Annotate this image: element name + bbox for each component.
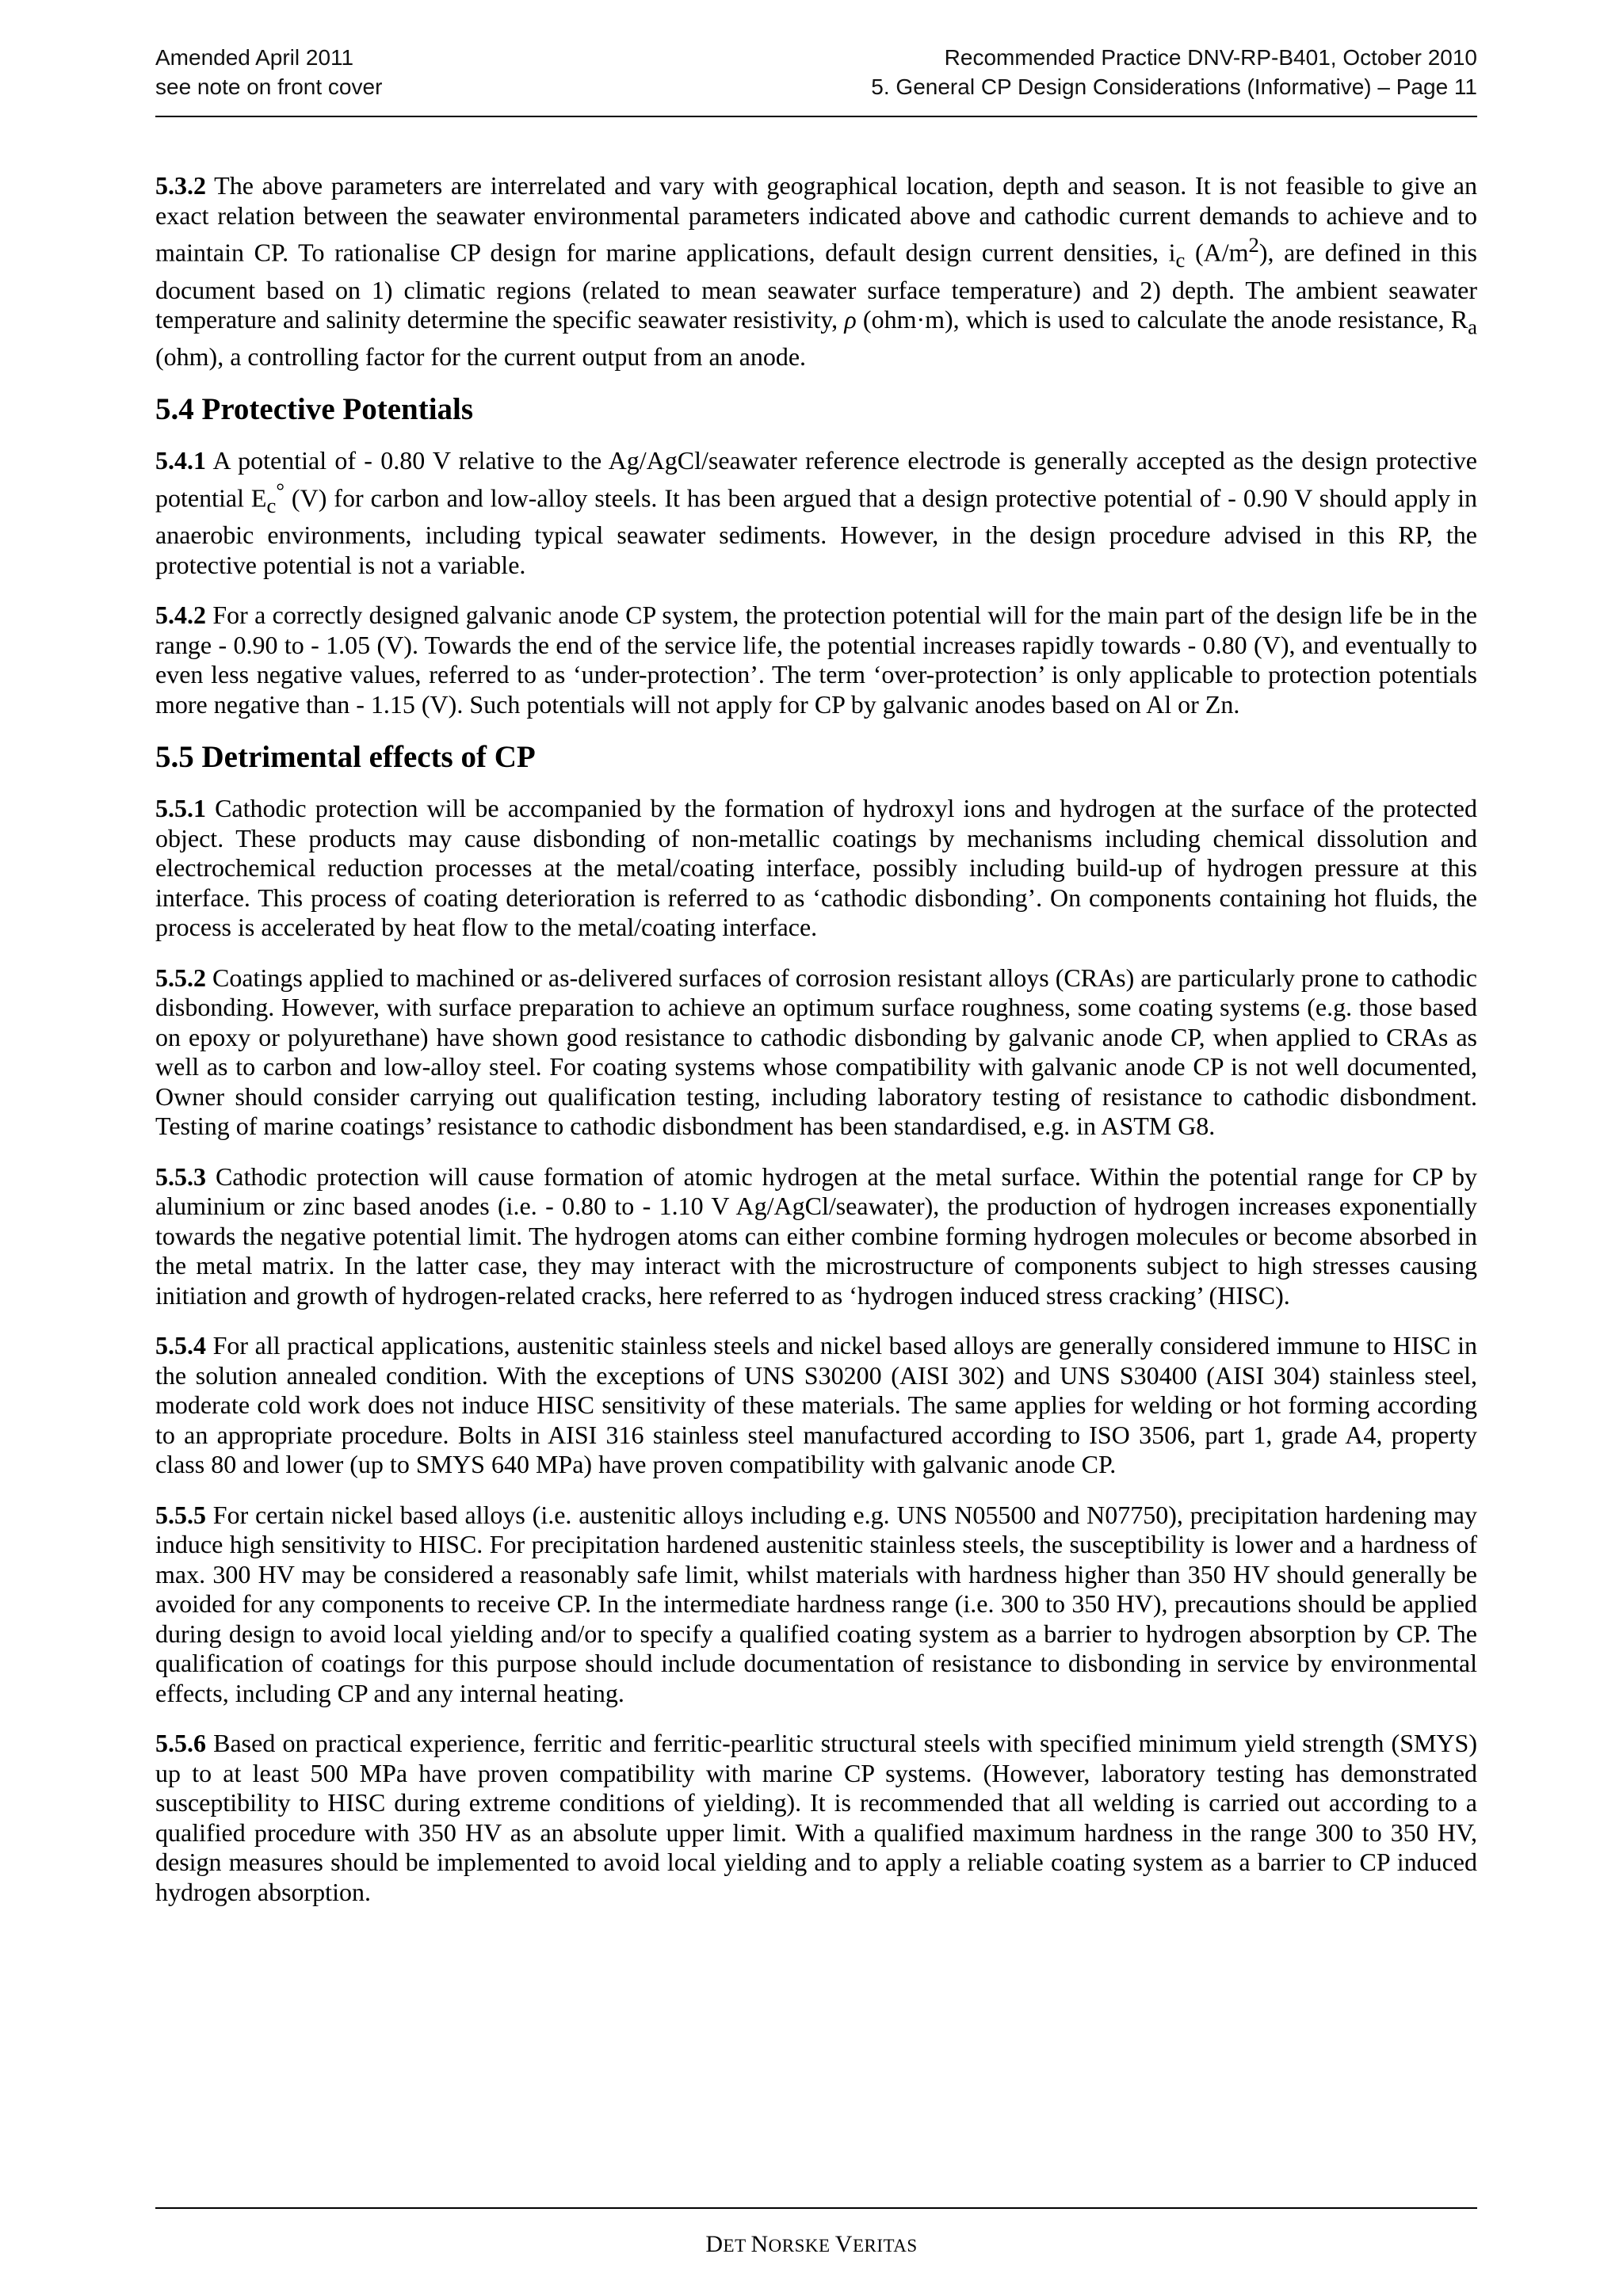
footer-smallcaps: ERITAS (852, 2236, 918, 2256)
clause-number: 5.4.1 (155, 446, 206, 475)
document-title: Recommended Practice DNV-RP-B401, October 2010 (944, 45, 1477, 70)
clause-number: 5.5.6 (155, 1729, 206, 1758)
subscript: a (1468, 315, 1478, 339)
text-run: ), are defined in this document based on 1) climatic regions (related to mean seawater surface temperature) and 2) depth. The ambient seawater temperature and salinity determine the specific seawater resistivity, (155, 238, 1478, 334)
clause-number: 5.5.5 (155, 1500, 206, 1529)
text-run: For all practical applications, austenitic stainless steels and nickel based alloys are generally considered immune to HISC in the solution annealed condition. With the exceptions of UNS S30200 (AISI 302) and UNS S30400 (AISI 304) stainless steel, moderate cold work does not induce HISC sensitivity of these materials. The same applies for welding or hot forming according to an appropriate procedure. Bolts in AISI 316 stainless steel manufactured according to ISO 3506, part 1, grade A4, property class 80 and lower (up to SMYS 640 MPa) have proven compatibility with galvanic anode CP. (155, 1331, 1477, 1479)
clause-number: 5.5.2 (155, 963, 206, 992)
paragraph-5-4-2 (155, 601, 1477, 719)
text-run: A potential of - 0.80 V relative to the Ag/AgCl/seawater reference electrode is generally accepted as the design protective potential E (155, 446, 1477, 513)
paragraph-5-5-5 (155, 1501, 1477, 1709)
section-page-label: 5. General CP Design Considerations (Informative) – Page 11 (871, 74, 1477, 99)
text-run: For certain nickel based alloys (i.e. austenitic alloys including e.g. UNS N05500 and N07750), precipitation hardening may induce high sensitivity to HISC. For precipitation hardened austenitic stainless steels, the susceptibility is lower and a hardness of max. 300 HV may be considered a reasonably safe limit, whilst materials with hardness higher than 350 HV should generally be avoided for any components to receive CP. In the intermediate hardness range (i.e. 300 to 350 HV), precautions should be applied during design to avoid local yielding and/or to specify a qualified coating system as a barrier to hydrogen absorption by CP. The qualification of coatings for this purpose should include documentation of resistance to disbonding in service by environmental effects, including CP and any internal heating. (155, 1500, 1477, 1707)
text-run: Coatings applied to machined or as-delivered surfaces of corrosion resistant alloys (CRAs) are particularly prone to cathodic disbonding. However, with surface preparation to achieve an optimum surface roughness, some coating systems (e.g. those based on epoxy or polyurethane) have shown good resistance to cathodic disbonding by galvanic anode CP, when applied to CRAs as well as to carbon and low-alloy steel. For coating systems whose compatibility with galvanic anode CP is not well documented, Owner should consider carrying out qualification testing, including laboratory testing of resistance to cathodic disbondment. Testing of marine coatings’ resistance to cathodic disbondment has been standardised, e.g. in ASTM G8. (155, 963, 1477, 1141)
footer-smallcaps: ORSKE (768, 2236, 835, 2256)
text-run: Cathodic protection will be accompanied by the formation of hydroxyl ions and hydrogen at the surface of the protected object. These products may cause disbonding of non-metallic coatings by mechanisms including chemical dissolution and electrochemical reduction processes at the metal/coating interface, possibly including build-up of hydrogen pressure at this interface. This process of coating deterioration is referred to as ‘cathodic disbonding’. On components containing hot fluids, the process is accelerated by heat flow to the metal/coating interface. (155, 794, 1477, 942)
running-header-left (155, 43, 382, 101)
text-run: (ohm·m), which is used to calculate the anode resistance, R (856, 305, 1468, 334)
clause-number: 5.4.2 (155, 601, 206, 630)
paragraph-5-5-6 (155, 1729, 1477, 1907)
amendment-date: Amended April 2011 (155, 45, 354, 70)
paragraph-5-5-2 (155, 963, 1477, 1142)
footer-initial: V (834, 2231, 853, 2257)
body-content (155, 171, 1477, 1928)
superscript: 2 (1248, 233, 1259, 257)
footer-smallcaps: ET (723, 2236, 751, 2256)
text-run: For a correctly designed galvanic anode CP system, the protection potential will for the main part of the design life be in the range - 0.90 to - 1.05 (V). Towards the end of the service life, the potential increases rapidly towards - 0.80 (V), and eventually to even less negative values, referred to as ‘under-protection’. The term ‘over-protection’ is only applicable to protection potentials more negative than - 1.15 (V). Such potentials will not apply for CP by galvanic anodes based on Al or Zn. (155, 601, 1477, 719)
section-heading-5-5: 5.5 Detrimental effects of CP (155, 740, 536, 775)
footer-initial: D (705, 2231, 724, 2257)
paragraph-5-5-4 (155, 1331, 1477, 1480)
rho-symbol: ρ (844, 305, 857, 334)
paragraph-5-3-2 (155, 171, 1477, 372)
superscript: ° (276, 478, 285, 502)
paragraph-5-4-1 (155, 446, 1477, 580)
running-header-right (871, 43, 1477, 101)
footer-publisher (0, 2231, 1623, 2258)
header-rule (155, 116, 1477, 117)
text-run: Cathodic protection will cause formation of atomic hydrogen at the metal surface. Within the potential range for CP by aluminium or zinc based anodes (i.e. - 0.80 to - 1.10 V Ag/AgCl/seawater), the production of hydrogen increases exponentially towards the negative potential limit. The hydrogen atoms can either combine forming hydrogen molecules or become absorbed in the metal matrix. In the latter case, they may interact with the microstructure of components subject to high stresses causing initiation and growth of hydrogen-related cracks, here referred to as ‘hydrogen induced stress cracking’ (HISC). (155, 1161, 1477, 1310)
clause-number: 5.5.4 (155, 1331, 206, 1360)
section-heading-5-4: 5.4 Protective Potentials (155, 392, 474, 427)
text-run: (ohm), a controlling factor for the current output from an anode. (155, 341, 807, 371)
clause-number: 5.5.1 (155, 794, 206, 823)
footer-initial: N (750, 2231, 769, 2257)
paragraph-5-5-3 (155, 1162, 1477, 1311)
clause-number: 5.5.3 (155, 1161, 206, 1191)
paragraph-5-5-1 (155, 794, 1477, 943)
text-run: (A/m (1185, 238, 1249, 267)
footer-rule (155, 2207, 1477, 2209)
text-run: The above parameters are interrelated and vary with geographical location, depth and season. It is not feasible to give an exact relation between the seawater environmental parameters indicated above and cathodic current demands to achieve and to maintain CP. To rationalise CP design for marine applications, default design current densities, i (155, 171, 1478, 267)
text-run: Based on practical experience, ferritic and ferritic-pearlitic structural steels with specified minimum yield strength (SMYS) up to at least 500 MPa have proven compatibility with marine CP systems. (However, laboratory testing has demonstrated susceptibility to HISC during extreme conditions of yielding). It is recommended that all welding is carried out according to a qualified procedure with 350 HV as an absolute upper limit. With a qualified maximum hardness in the range 300 to 350 HV, design measures should be implemented to avoid local yielding and to apply a reliable coating system as a barrier to CP induced hydrogen absorption. (155, 1729, 1477, 1906)
subscript: c (266, 493, 277, 517)
subscript: c (1175, 248, 1186, 273)
amendment-note: see note on front cover (155, 74, 383, 99)
text-run: (V) for carbon and low-alloy steels. It has been argued that a design protective potential of - 0.90 V should apply in anaerobic environments, including typical seawater sediments. However, in the design procedure advised in this RP, the protective potential is not a variable. (155, 483, 1478, 579)
clause-number: 5.3.2 (155, 171, 206, 200)
